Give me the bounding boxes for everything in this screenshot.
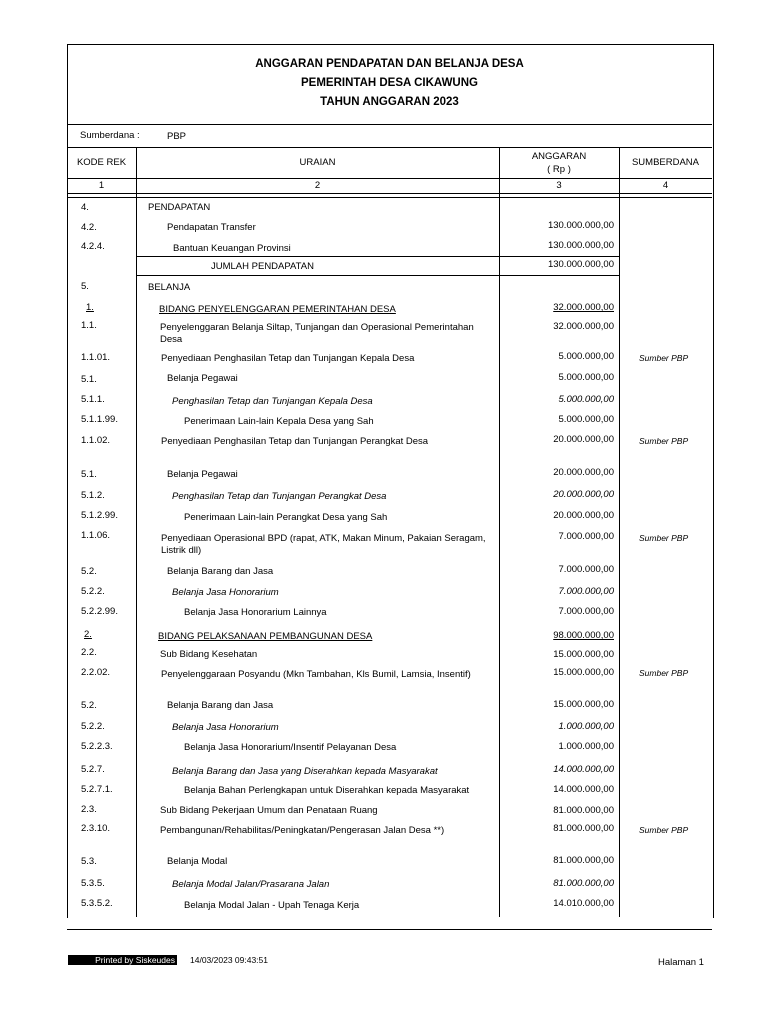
row-code: 5.1. xyxy=(81,374,97,385)
divider xyxy=(67,124,712,125)
row-code: 2. xyxy=(84,629,92,640)
row-code: 5.2.2. xyxy=(81,586,105,597)
row-code: 5.2. xyxy=(81,700,97,711)
col-number: 4 xyxy=(662,180,669,191)
row-amount: 130.000.000,00 xyxy=(547,240,614,251)
row-amount: 1.000.000,00 xyxy=(558,721,614,732)
row-code: 2.3. xyxy=(81,804,97,815)
row-code: 5.2. xyxy=(81,566,97,577)
row-code: 5.2.2.3. xyxy=(81,741,113,752)
row-amount: 14.010.000,00 xyxy=(553,898,614,909)
row-amount: 130.000.000,00 xyxy=(547,259,614,270)
row-desc: BIDANG PENYELENGGARAN PEMERINTAHAN DESA xyxy=(159,304,396,315)
row-code: 2.2.02. xyxy=(81,667,111,678)
row-amount: 5.000.000,00 xyxy=(558,394,614,405)
row-amount: 81.000.000,00 xyxy=(553,855,614,866)
subtotal-line xyxy=(136,275,619,276)
row-code: 5.1.1. xyxy=(81,394,105,405)
row-amount: 5.000.000,00 xyxy=(558,414,614,425)
row-amount: 81.000.000,00 xyxy=(553,805,614,816)
divider xyxy=(67,193,712,194)
row-desc: Belanja Modal Jalan - Upah Tenaga Kerja xyxy=(184,900,360,911)
col-header-anggaran-unit: ( Rp ) xyxy=(547,164,571,175)
row-desc: Sub Bidang Pekerjaan Umum dan Penataan Ruang xyxy=(160,805,378,816)
row-desc: Belanja Barang dan Jasa yang Diserahkan kepada Masyarakat xyxy=(172,766,438,777)
row-amount: 20.000.000,00 xyxy=(553,467,614,478)
row-desc: Belanja Jasa Honorarium Lainnya xyxy=(184,607,327,618)
row-code: 5.3.5. xyxy=(81,878,105,889)
row-amount: 32.000.000,00 xyxy=(553,302,614,313)
row-source: Sumber PBP xyxy=(639,825,689,835)
row-amount: 15.000.000,00 xyxy=(553,699,614,710)
row-desc: Penyediaan Penghasilan Tetap dan Tunjangan Perangkat Desa xyxy=(161,436,429,447)
row-desc: Penyediaan Penghasilan Tetap dan Tunjangan Kepala Desa xyxy=(161,353,415,364)
row-amount: 130.000.000,00 xyxy=(547,220,614,231)
row-amount: 20.000.000,00 xyxy=(553,510,614,521)
row-desc: Penerimaan Lain-lain Kepala Desa yang Sah xyxy=(184,416,374,427)
row-code: 5.3.5.2. xyxy=(81,898,113,909)
col-header-kode: KODE REK xyxy=(76,157,127,168)
page-number: Halaman 1 xyxy=(658,957,704,968)
row-desc: Sub Bidang Kesehatan xyxy=(160,649,258,660)
sumberdana-value: PBP xyxy=(167,131,187,142)
row-code: 4.2. xyxy=(81,222,97,233)
row-code: 5.3. xyxy=(81,856,97,867)
row-desc: JUMLAH PENDAPATAN xyxy=(211,261,314,272)
row-desc: Penerimaan Lain-lain Perangkat Desa yang Sah xyxy=(184,512,388,523)
row-amount: 5.000.000,00 xyxy=(558,351,614,362)
row-code: 1.1.01. xyxy=(81,352,111,363)
doc-subtitle: PEMERINTAH DESA CIKAWUNG xyxy=(301,77,478,89)
row-code: 5.1.2. xyxy=(81,490,105,501)
column-divider xyxy=(136,147,137,917)
row-desc: Pendapatan Transfer xyxy=(167,222,256,233)
subtotal-line xyxy=(136,256,619,257)
row-code: 5.1. xyxy=(81,469,97,480)
row-desc: Penghasilan Tetap dan Tunjangan Perangkat Desa xyxy=(172,491,387,502)
row-desc: Belanja Jasa Honorarium xyxy=(172,587,279,598)
row-amount: 7.000.000,00 xyxy=(558,586,614,597)
col-header-sumberdana: SUMBERDANA xyxy=(631,157,700,168)
row-code: 1.1. xyxy=(81,320,97,331)
row-source: Sumber PBP xyxy=(639,668,689,678)
row-amount: 20.000.000,00 xyxy=(553,489,614,500)
row-desc: Belanja Barang dan Jasa xyxy=(167,566,274,577)
doc-year: TAHUN ANGGARAN 2023 xyxy=(320,96,459,108)
row-desc: Belanja Barang dan Jasa xyxy=(167,700,274,711)
row-desc: PENDAPATAN xyxy=(148,202,211,213)
row-amount: 7.000.000,00 xyxy=(558,606,614,617)
row-amount: 7.000.000,00 xyxy=(558,564,614,575)
row-code: 1.1.02. xyxy=(81,435,111,446)
doc-title: ANGGARAN PENDAPATAN DAN BELANJA DESA xyxy=(255,58,524,70)
row-code: 1. xyxy=(86,302,94,313)
row-code: 5.2.7.1. xyxy=(81,784,113,795)
col-number: 3 xyxy=(556,180,562,191)
row-desc: Penyelenggaraan Posyandu (Mkn Tambahan, Kls Bumil, Lamsia, Insentif) xyxy=(161,669,471,680)
printed-by-label: Printed by Siskeudes xyxy=(68,955,177,965)
row-code: 4.2.4. xyxy=(81,241,105,252)
row-amount: 7.000.000,00 xyxy=(558,531,614,542)
row-source: Sumber PBP xyxy=(639,436,689,446)
row-desc: Bantuan Keuangan Provinsi xyxy=(173,243,291,254)
row-code: 5.2.2. xyxy=(81,721,105,732)
row-amount: 81.000.000,00 xyxy=(553,878,614,889)
row-code: 1.1.06. xyxy=(81,530,111,541)
row-desc: Penghasilan Tetap dan Tunjangan Kepala Desa xyxy=(172,396,373,407)
row-amount: 81.000.000,00 xyxy=(553,823,614,834)
divider xyxy=(67,147,712,148)
row-code: 5.2.2.99. xyxy=(81,606,118,617)
row-desc: Belanja Jasa Honorarium xyxy=(172,722,279,733)
footer-divider xyxy=(67,929,712,930)
row-desc: Belanja Modal xyxy=(167,856,228,867)
row-code: 4. xyxy=(81,202,89,213)
row-amount: 32.000.000,00 xyxy=(553,321,614,332)
print-datetime: 14/03/2023 09:43:51 xyxy=(190,955,268,965)
row-amount: 15.000.000,00 xyxy=(553,667,614,678)
row-source: Sumber PBP xyxy=(639,353,689,363)
sumberdana-label: Sumberdana : xyxy=(80,130,140,141)
row-code: 5.1.2.99. xyxy=(81,510,118,521)
col-number: 2 xyxy=(314,180,321,191)
divider xyxy=(67,178,712,179)
row-amount: 14.000.000,00 xyxy=(553,764,614,775)
col-number: 1 xyxy=(98,180,105,191)
row-desc: Belanja Jasa Honorarium/Insentif Pelayanan Desa xyxy=(184,742,397,753)
row-code: 5. xyxy=(81,281,89,292)
row-desc: Belanja Pegawai xyxy=(167,469,238,480)
row-desc: Penyediaan Operasional BPD (rapat, ATK, Makan Minum, Pakaian Seragam, Listrik dll) xyxy=(161,533,486,556)
row-code: 2.2. xyxy=(81,647,97,658)
row-amount: 1.000.000,00 xyxy=(558,741,614,752)
row-desc: BIDANG PELAKSANAAN PEMBANGUNAN DESA xyxy=(158,631,373,642)
row-amount: 14.000.000,00 xyxy=(553,784,614,795)
row-source: Sumber PBP xyxy=(639,533,689,543)
row-amount: 15.000.000,00 xyxy=(553,649,614,660)
row-desc: Penyelenggaran Belanja Siltap, Tunjangan dan Operasional Pemerintahan Desa xyxy=(160,322,474,345)
row-desc: Belanja Bahan Perlengkapan untuk Diserahkan kepada Masyarakat xyxy=(184,785,470,796)
col-header-uraian: URAIAN xyxy=(299,157,336,168)
divider xyxy=(67,197,712,198)
row-desc: Belanja Pegawai xyxy=(167,373,238,384)
row-desc: BELANJA xyxy=(148,282,191,293)
row-desc: Pembangunan/Rehabilitas/Peningkatan/Pengerasan Jalan Desa **) xyxy=(160,825,445,836)
row-desc: Belanja Modal Jalan/Prasarana Jalan xyxy=(172,879,330,890)
column-divider xyxy=(619,147,620,917)
row-amount: 5.000.000,00 xyxy=(558,372,614,383)
row-amount: 98.000.000,00 xyxy=(553,630,614,641)
row-code: 5.1.1.99. xyxy=(81,414,118,425)
row-code: 5.2.7. xyxy=(81,764,105,775)
row-amount: 20.000.000,00 xyxy=(553,434,614,445)
row-code: 2.3.10. xyxy=(81,823,111,834)
col-header-anggaran: ANGGARAN xyxy=(531,151,587,162)
